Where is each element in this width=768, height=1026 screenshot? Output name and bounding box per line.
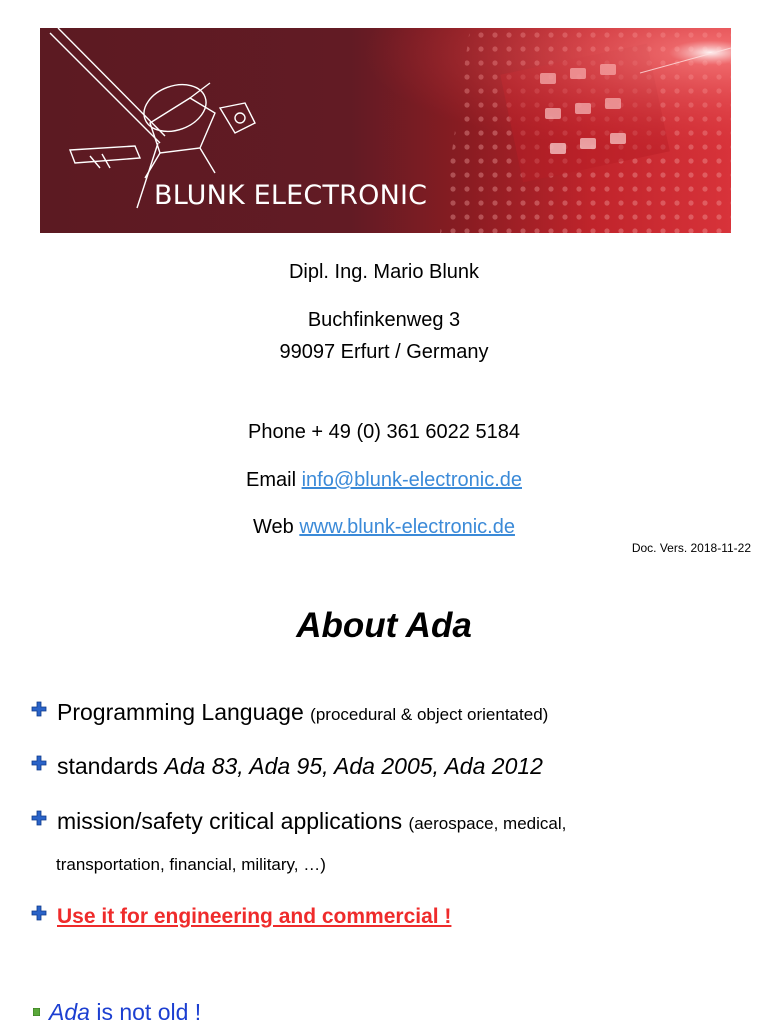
- bullet-use-it: [57, 901, 451, 931]
- email-label: Email: [246, 469, 297, 491]
- blue-plus-icon: [31, 701, 47, 719]
- bullet-programming-language: [57, 698, 548, 729]
- header-banner: [40, 28, 731, 233]
- bullet-main-text: mission/safety critical applications: [57, 808, 403, 834]
- bullet-critical-applications: [57, 807, 566, 838]
- bullet-ada-not-old: [49, 998, 201, 1026]
- contact-city: 99097 Erfurt / Germany: [279, 341, 489, 363]
- blue-plus-icon: [31, 905, 47, 923]
- bullet-main-text: standards: [57, 753, 159, 779]
- bullet-italic-text: Ada 83, Ada 95, Ada 2005, Ada 2012: [164, 753, 543, 779]
- contact-name: Dipl. Ing. Mario Blunk: [288, 261, 480, 283]
- green-square-icon: [33, 1008, 40, 1026]
- page-title: About Ada: [296, 606, 472, 645]
- doc-version: Doc. Vers. 2018-11-22: [631, 541, 751, 555]
- blue-plus-icon: [31, 810, 47, 828]
- bullet-continuation-text: transportation, financial, military, …): [56, 855, 326, 874]
- bullet-main-text: Programming Language: [57, 699, 304, 725]
- contact-email-line: [0, 468, 768, 492]
- contact-phone: Phone + 49 (0) 361 6022 5184: [248, 421, 520, 443]
- bullet-note-text: (aerospace, medical,: [408, 814, 567, 833]
- contact-web-line: [0, 515, 768, 539]
- web-label: Web: [253, 516, 294, 538]
- email-link[interactable]: info@blunk-electronic.de: [301, 469, 522, 491]
- brand-logo-text: BLUNK ELECTRONIC: [154, 180, 428, 211]
- bullet-note-text: (procedural & object orientated): [310, 705, 549, 724]
- contact-street: Buchfinkenweg 3: [307, 309, 461, 331]
- highlight-red-text: Use it for engineering and commercial !: [57, 905, 452, 928]
- ada-italic-text: Ada: [49, 999, 90, 1025]
- blue-plus-icon: [31, 755, 47, 773]
- bullet-standards: [57, 752, 543, 780]
- bullet-main-text: is not old !: [96, 999, 202, 1025]
- web-link[interactable]: www.blunk-electronic.de: [299, 516, 515, 538]
